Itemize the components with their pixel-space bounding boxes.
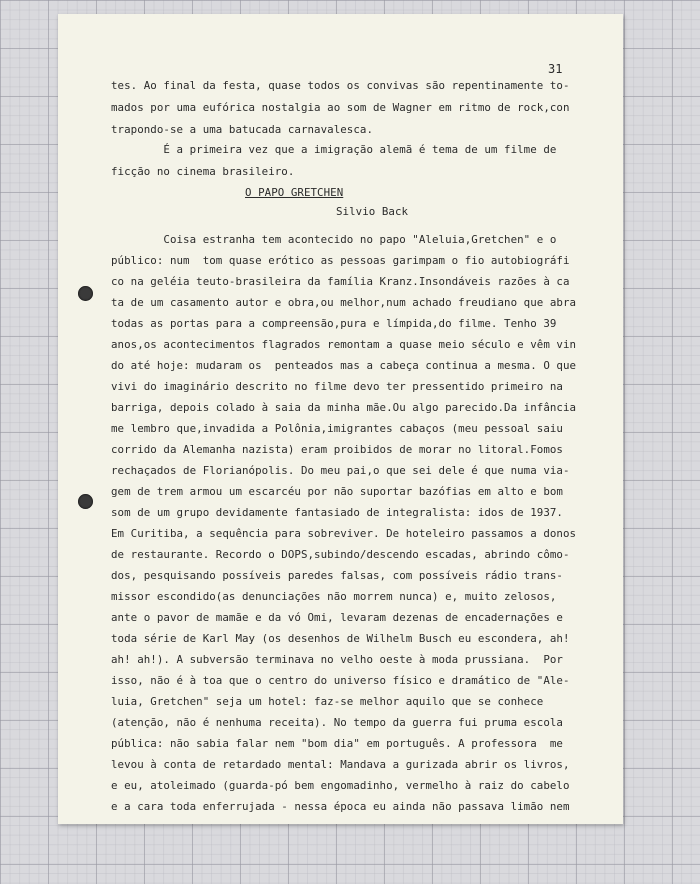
text-line: É a primeira vez que a imigração alemã é tema de um filme de (111, 143, 557, 156)
binder-hole (78, 494, 93, 509)
text-line: gem de trem armou um escarcéu por não suportar bazófias em alto e bom (111, 485, 563, 498)
text-line: levou à conta de retardado mental: Mandava a gurizada abrir os livros, (111, 758, 570, 771)
text-line: barriga, depois colado à saia da minha mãe.Ou algo parecido.Da infância (111, 401, 577, 414)
text-line: ante o pavor de mamãe e da vó Omi, levaram dezenas de encadernações e (111, 611, 563, 624)
text-line: toda série de Karl May (os desenhos de Wilhelm Busch eu escondera, ah! (111, 632, 570, 645)
binder-hole (78, 286, 93, 301)
text-line: todas as portas para a compreensão,pura e límpida,do filme. Tenho 39 (111, 317, 557, 330)
text-line: missor escondido(as denunciações não morrem nunca) e, muito zelosos, (111, 590, 557, 603)
text-line: e eu, atoleimado (guarda-pó bem engomadinho, vermelho à raiz do cabelo (111, 779, 570, 792)
text-line: de restaurante. Recordo o DOPS,subindo/descendo escadas, abrindo cômo- (111, 548, 570, 561)
text-line: do até hoje: mudaram os penteados mas a cabeça continua a mesma. O que (111, 359, 577, 372)
text-line: co na geléia teuto-brasileira da família Kranz.Insondáveis razões à ca (111, 275, 570, 288)
section-title: O PAPO GRETCHEN (245, 186, 344, 199)
page-number: 31 (548, 62, 563, 76)
text-line: me lembro que,invadida a Polônia,imigrantes cabaços (meu pessoal saiu (111, 422, 563, 435)
text-line: Coisa estranha tem acontecido no papo "Aleluia,Gretchen" e o (111, 233, 557, 246)
text-line: dos, pesquisando possíveis paredes falsas, com possíveis rádio trans- (111, 569, 563, 582)
text-line: (atenção, não é nenhuma receita). No tempo da guerra fui pruma escola (111, 716, 563, 729)
text-line: luia, Gretchen" seja um hotel: faz-se melhor aquilo que se conhece (111, 695, 544, 708)
text-line: vivi do imaginário descrito no filme devo ter pressentido primeiro na (111, 380, 563, 393)
text-line: anos,os acontecimentos flagrados remontam a quase meio século e vêm vin (111, 338, 577, 351)
text-line: corrido da Alemanha nazista) eram proibidos de morar no litoral.Fomos (111, 443, 563, 456)
text-line: pública: não sabia falar nem "bom dia" em português. A professora me (111, 737, 563, 750)
text-line: ah! ah!). A subversão terminava no velho oeste à moda prussiana. Por (111, 653, 563, 666)
text-line: ta de um casamento autor e obra,ou melhor,num achado freudiano que abra (111, 296, 577, 309)
text-line: mados por uma eufórica nostalgia ao som de Wagner em ritmo de rock,con (111, 101, 570, 114)
text-line: e a cara toda enferrujada - nessa época eu ainda não passava limão nem (111, 800, 570, 813)
text-line: som de um grupo devidamente fantasiado de integralista: idos de 1937. (111, 506, 563, 519)
author-name: Silvio Back (336, 205, 409, 218)
text-line: rechaçados de Florianópolis. Do meu pai,o que sei dele é que numa via- (111, 464, 570, 477)
text-line: tes. Ao final da festa, quase todos os convivas são repentinamente to- (111, 79, 570, 92)
text-line: trapondo-se a uma batucada carnavalesca. (111, 123, 374, 136)
text-line: público: num tom quase erótico as pessoas garimpam o fio autobiográfi (111, 254, 570, 267)
text-line: isso, não é à toa que o centro do universo físico e dramático de "Ale- (111, 674, 570, 687)
document-page (58, 14, 623, 824)
text-line: ficção no cinema brasileiro. (111, 165, 295, 178)
text-line: Em Curitiba, a sequência para sobreviver. De hoteleiro passamos a donos (111, 527, 577, 540)
